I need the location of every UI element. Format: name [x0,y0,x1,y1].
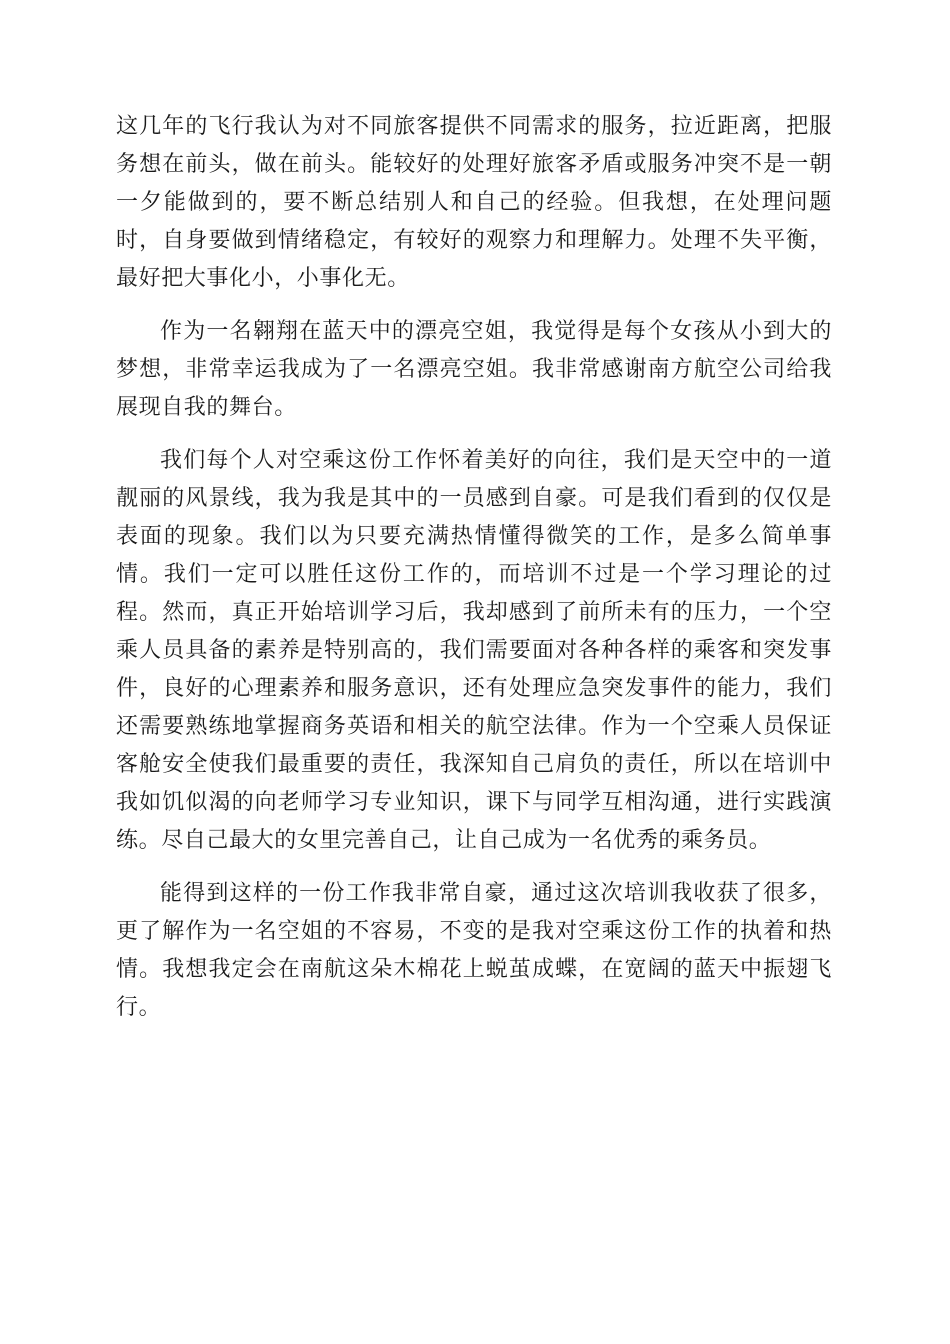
document-page [116,108,832,1042]
paragraph-2: 作为一名翱翔在蓝天中的漂亮空姐，我觉得是每个女孩从小到大的梦想，非常幸运我成为了一名漂亮空姐。我非常感谢南方航空公司给我展现自我的舞台。 [116,319,832,420]
paragraph-1: 这几年的飞行我认为对不同旅客提供不同需求的服务，拉近距离，把服务想在前头，做在前头。能较好的处理好旅客矛盾或服务冲突不是一朝一夕能做到的，要不断总结别人和自己的经验。但我想，在处理问题时，自身要做到情绪稳定，有较好的观察力和理解力。处理不失平衡，最好把大事化小，小事化无。 [116,114,832,291]
paragraph-4: 能得到这样的一份工作我非常自豪，通过这次培训我收获了很多，更了解作为一名空姐的不容易，不变的是我对空乘这份工作的执着和热情。我想我定会在南航这朵木棉花上蜕茧成蝶，在宽阔的蓝天中振翅飞行。 [116,881,832,1020]
paragraph-3: 我们每个人对空乘这份工作怀着美好的向往，我们是天空中的一道靓丽的风景线，我为我是其中的一员感到自豪。可是我们看到的仅仅是表面的现象。我们以为只要充满热情懂得微笑的工作，是多么简单事情。我们一定可以胜任这份工作的，而培训不过是一个学习理论的过程。然而，真正开始培训学习后，我却感到了前所未有的压力，一个空乘人员具备的素养是特别高的，我们需要面对各种各样的乘客和突发事件，良好的心理素养和服务意识，还有处理应急突发事件的能力，我们还需要熟练地掌握商务英语和相关的航空法律。作为一个空乘人员保证客舱安全使我们最重要的责任，我深知自己肩负的责任，所以在培训中我如饥似渴的向老师学习专业知识，课下与同学互相沟通，进行实践演练。尽自己最大的女里完善自己，让自己成为一名优秀的乘务员。 [116,448,832,853]
